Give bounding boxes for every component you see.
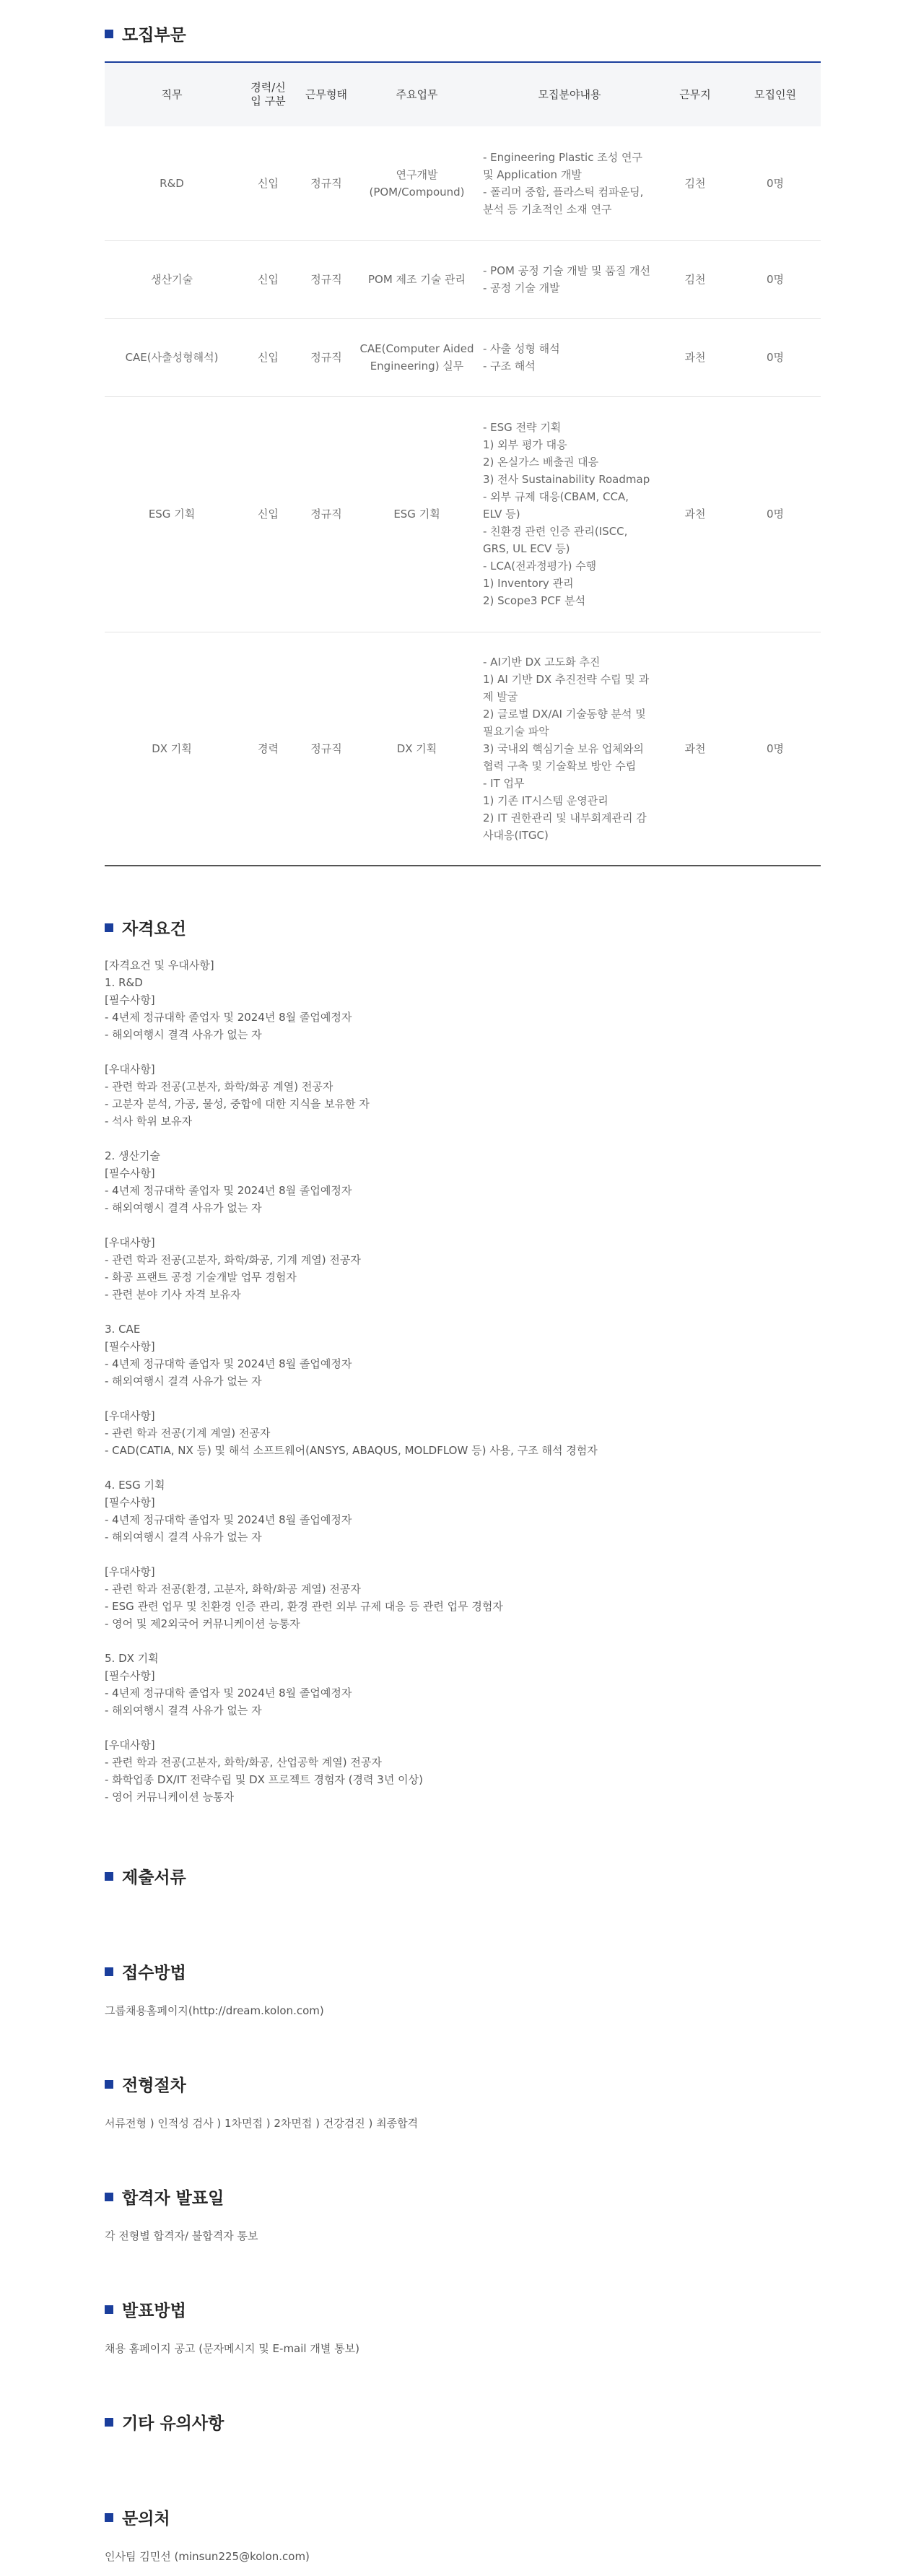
detail-line: 1) Inventory 관리 — [483, 577, 574, 590]
table-cell-duty: CAE(Computer Aided Engineering) 실무 — [355, 318, 479, 396]
table-cell-job: DX 기획 — [105, 632, 239, 866]
table-cell-place: 김천 — [660, 126, 730, 240]
col-header-duty: 주요업무 — [355, 62, 479, 126]
section-heading: 기타 유의사항 — [122, 2414, 224, 2433]
qualification-line: 4. ESG 기획 — [105, 1479, 165, 1492]
qualification-line: [필수사항] — [105, 1496, 155, 1509]
qualification-line: - 관련 학과 전공(고분자, 화학/화공, 기계 계열) 전공자 — [105, 1253, 361, 1266]
section-marker-icon — [105, 2193, 113, 2201]
process-title — [105, 2072, 821, 2096]
qualification-line — [105, 1303, 821, 1320]
method-title — [105, 2297, 821, 2321]
qualification-line — [105, 1459, 821, 1476]
qualification-line: - 해외여행시 결격 사유가 없는 자 — [105, 1704, 262, 1717]
col-header-job: 직무 — [105, 62, 239, 126]
col-header-place: 근무지 — [660, 62, 730, 126]
qualification-line — [105, 1043, 821, 1061]
detail-line: 1) 외부 평가 대응 — [483, 438, 567, 451]
table-cell-detail — [479, 240, 660, 318]
documents-section — [105, 1864, 821, 1888]
apply-section — [105, 1959, 821, 2019]
qualification-line: 3. CAE — [105, 1323, 141, 1336]
qualification-line — [105, 1390, 821, 1407]
table-cell-job: 생산기술 — [105, 240, 239, 318]
qualification-line: 2. 생산기술 — [105, 1149, 161, 1162]
qualification-line: - 화학업종 DX/IT 전략수립 및 DX 프로젝트 경험자 (경력 3년 이상) — [105, 1773, 423, 1786]
qualification-line — [105, 1719, 821, 1736]
qualification-line — [105, 1546, 821, 1563]
qualification-line: - 고분자 분석, 가공, 물성, 중합에 대한 지식을 보유한 자 — [105, 1097, 370, 1110]
detail-line: - Engineering Plastic 조성 연구 — [483, 150, 642, 164]
qualification-text — [105, 957, 821, 1806]
qualification-line: - 관련 학과 전공(고분자, 화학/화공 계열) 전공자 — [105, 1080, 333, 1093]
section-heading: 제출서류 — [122, 1868, 186, 1887]
qualification-line: [우대사항] — [105, 1739, 155, 1752]
qualification-line: [우대사항] — [105, 1409, 155, 1422]
method-text: 채용 홈페이지 공고 (문자메시지 및 E-mail 개별 통보) — [105, 2342, 359, 2355]
table-cell-duty: DX 기획 — [355, 632, 479, 866]
section-heading: 합격자 발표일 — [122, 2189, 224, 2208]
table-cell-count: 0명 — [730, 632, 821, 866]
section-marker-icon — [105, 1967, 113, 1976]
detail-line: 2) Scope3 PCF 분석 — [483, 594, 586, 607]
table-cell-job: CAE(사출성형해석) — [105, 318, 239, 396]
detail-line: 제 발굴 — [483, 689, 518, 703]
qualification-line: 1. R&D — [105, 976, 143, 989]
section-heading: 자격요건 — [122, 920, 186, 939]
table-row — [105, 632, 821, 866]
announce-title — [105, 2185, 821, 2209]
qualification-title — [105, 915, 821, 939]
section-marker-icon — [105, 2418, 113, 2427]
etc-title — [105, 2410, 821, 2434]
method-section — [105, 2297, 821, 2357]
qualification-line: [우대사항] — [105, 1063, 155, 1076]
contact-section — [105, 2505, 821, 2565]
announce-section — [105, 2185, 821, 2245]
detail-line: - 폴리머 중합, 플라스틱 컴파운딩, — [483, 185, 644, 199]
section-heading: 문의처 — [122, 2510, 170, 2528]
qualification-line: - 4년제 정규대학 졸업자 및 2024년 8월 졸업예정자 — [105, 1687, 352, 1700]
detail-line: ELV 등) — [483, 508, 520, 521]
table-row — [105, 396, 821, 632]
col-header-form: 근무형태 — [297, 62, 355, 126]
qualification-line: - 관련 학과 전공(환경, 고분자, 화학/화공 계열) 전공자 — [105, 1583, 361, 1596]
detail-line: 3) 국내외 핵심기술 보유 업체와의 — [483, 741, 644, 755]
qualification-line: - 해외여행시 결격 사유가 없는 자 — [105, 1375, 262, 1388]
detail-line: 2) 글로벌 DX/AI 기술동향 분석 및 — [483, 707, 646, 721]
section-marker-icon — [105, 30, 113, 38]
qualification-line: - 관련 분야 기사 자격 보유자 — [105, 1288, 241, 1301]
qualification-line: - ESG 관련 업무 및 친환경 인증 관리, 환경 관련 외부 규제 대응 등 관련 업무 경험자 — [105, 1600, 503, 1613]
table-row — [105, 318, 821, 396]
process-text: 서류전형 ) 인적성 검사 ) 1차면접 ) 2차면접 ) 건강검진 ) 최종합격 — [105, 2117, 419, 2130]
table-cell-duty: ESG 기획 — [355, 396, 479, 632]
qualification-line: 5. DX 기획 — [105, 1652, 159, 1665]
qualification-line — [105, 1632, 821, 1650]
detail-line: 사대응(ITGC) — [483, 828, 549, 842]
table-cell-count: 0명 — [730, 126, 821, 240]
detail-line: 2) IT 권한관리 및 내부회계관리 감 — [483, 811, 647, 824]
section-marker-icon — [105, 2513, 113, 2522]
qualification-line: - 관련 학과 전공(기계 계열) 전공자 — [105, 1427, 271, 1440]
detail-line: 2) 온실가스 배출권 대응 — [483, 456, 599, 469]
detail-line: - AI기반 DX 고도화 추진 — [483, 655, 601, 669]
section-heading: 발표방법 — [122, 2302, 186, 2320]
section-marker-icon — [105, 2305, 113, 2314]
table-cell-count: 0명 — [730, 396, 821, 632]
qualification-line: [필수사항] — [105, 1340, 155, 1353]
col-header-detail: 모집분야내용 — [479, 62, 660, 126]
qualification-section — [105, 915, 821, 1806]
detail-line: 필요기술 파악 — [483, 724, 549, 738]
qualification-line: - 영어 커뮤니케이션 능통자 — [105, 1790, 235, 1803]
qualification-line: - 해외여행시 결격 사유가 없는 자 — [105, 1531, 262, 1544]
qualification-line: - 4년제 정규대학 졸업자 및 2024년 8월 졸업예정자 — [105, 1184, 352, 1197]
announce-text: 각 전형별 합격자/ 불합격자 통보 — [105, 2229, 258, 2242]
apply-title — [105, 1959, 821, 1983]
qualification-line: - 4년제 정규대학 졸업자 및 2024년 8월 졸업예정자 — [105, 1357, 352, 1370]
table-cell-form: 정규직 — [297, 240, 355, 318]
detail-line: - POM 공정 기술 개발 및 품질 개선 — [483, 264, 650, 277]
section-marker-icon — [105, 1872, 113, 1881]
detail-line: - 외부 규제 대응(CBAM, CCA, — [483, 490, 629, 503]
qualification-line: [자격요건 및 우대사항] — [105, 959, 214, 972]
detail-line: - IT 업무 — [483, 776, 525, 790]
qualification-line: [필수사항] — [105, 1167, 155, 1180]
qualification-line: - 4년제 정규대학 졸업자 및 2024년 8월 졸업예정자 — [105, 1513, 352, 1526]
table-cell-place: 과천 — [660, 632, 730, 866]
table-cell-detail — [479, 318, 660, 396]
qualification-line: [필수사항] — [105, 1669, 155, 1682]
detail-line: - 친환경 관련 인증 관리(ISCC, — [483, 525, 628, 538]
table-cell-place: 과천 — [660, 396, 730, 632]
table-cell-form: 정규직 — [297, 126, 355, 240]
qualification-line: [필수사항] — [105, 993, 155, 1006]
detail-line: GRS, UL ECV 등) — [483, 542, 570, 555]
section-marker-icon — [105, 923, 113, 932]
qualification-line: - 4년제 정규대학 졸업자 및 2024년 8월 졸업예정자 — [105, 1011, 352, 1024]
detail-line: - 구조 해석 — [483, 360, 536, 373]
table-cell-job: ESG 기획 — [105, 396, 239, 632]
detail-line: - 공정 기술 개발 — [483, 282, 560, 295]
etc-section — [105, 2410, 821, 2434]
apply-text: 그룹채용홈페이지(http://dream.kolon.com) — [105, 2004, 324, 2017]
qualification-line — [105, 1130, 821, 1147]
table-cell-type: 신입 — [239, 396, 297, 632]
qualification-line: - 화공 프랜트 공정 기술개발 업무 경험자 — [105, 1271, 297, 1284]
section-heading: 모집부문 — [122, 26, 186, 45]
detail-line: - LCA(전과정평가) 수행 — [483, 560, 597, 573]
documents-title — [105, 1864, 821, 1888]
detail-line: 1) 기존 IT시스템 운영관리 — [483, 793, 608, 807]
table-cell-type: 신입 — [239, 318, 297, 396]
process-section — [105, 2072, 821, 2132]
qualification-line: - 영어 및 제2외국어 커뮤니케이션 능통자 — [105, 1617, 300, 1630]
table-cell-duty: 연구개발(POM/Compound) — [355, 126, 479, 240]
qualification-line: - 석사 학위 보유자 — [105, 1115, 193, 1128]
table-cell-form: 정규직 — [297, 318, 355, 396]
recruit-title — [105, 22, 821, 45]
detail-line: 1) AI 기반 DX 추진전략 수립 및 과 — [483, 672, 650, 686]
section-heading: 전형절차 — [122, 2076, 186, 2095]
recruit-table — [105, 61, 821, 866]
table-cell-form: 정규직 — [297, 632, 355, 866]
detail-line: 협력 구축 및 기술확보 방안 수립 — [483, 759, 637, 773]
contact-title — [105, 2505, 821, 2529]
qualification-line: - 해외여행시 결격 사유가 없는 자 — [105, 1028, 262, 1041]
table-cell-type: 신입 — [239, 240, 297, 318]
table-cell-place: 과천 — [660, 318, 730, 396]
qualification-line: - 관련 학과 전공(고분자, 화학/화공, 산업공학 계열) 전공자 — [105, 1756, 382, 1769]
table-row — [105, 240, 821, 318]
section-heading: 접수방법 — [122, 1964, 186, 1983]
detail-line: - ESG 전략 기획 — [483, 421, 562, 434]
qualification-line: - CAD(CATIA, NX 등) 및 해석 소프트웨어(ANSYS, ABAQUS, MOLDFLOW 등) 사용, 구조 해석 경험자 — [105, 1444, 598, 1457]
table-cell-form: 정규직 — [297, 396, 355, 632]
detail-line: 3) 전사 Sustainability Roadmap — [483, 473, 650, 486]
qualification-line: [우대사항] — [105, 1236, 155, 1249]
detail-line: 및 Application 개발 — [483, 167, 582, 181]
col-header-count: 모집인원 — [730, 62, 821, 126]
table-cell-count: 0명 — [730, 318, 821, 396]
table-cell-type: 경력 — [239, 632, 297, 866]
table-cell-job: R&D — [105, 126, 239, 240]
table-cell-duty: POM 제조 기술 관리 — [355, 240, 479, 318]
table-cell-type: 신입 — [239, 126, 297, 240]
table-cell-detail — [479, 632, 660, 866]
detail-line: - 사출 성형 해석 — [483, 342, 560, 355]
qualification-line — [105, 1217, 821, 1234]
table-cell-count: 0명 — [730, 240, 821, 318]
table-cell-place: 김천 — [660, 240, 730, 318]
col-header-type: 경력/신입 구분 — [239, 62, 297, 126]
table-cell-detail — [479, 396, 660, 632]
table-row — [105, 126, 821, 240]
recruit-section — [105, 22, 821, 866]
detail-line: 분석 등 기초적인 소재 연구 — [483, 202, 612, 216]
qualification-line: [우대사항] — [105, 1565, 155, 1578]
table-header-row — [105, 62, 821, 126]
qualification-line: - 해외여행시 결격 사유가 없는 자 — [105, 1201, 262, 1214]
contact-text: 인사팀 김민선 (minsun225@kolon.com) — [105, 2550, 310, 2563]
section-marker-icon — [105, 2080, 113, 2089]
table-cell-detail — [479, 126, 660, 240]
